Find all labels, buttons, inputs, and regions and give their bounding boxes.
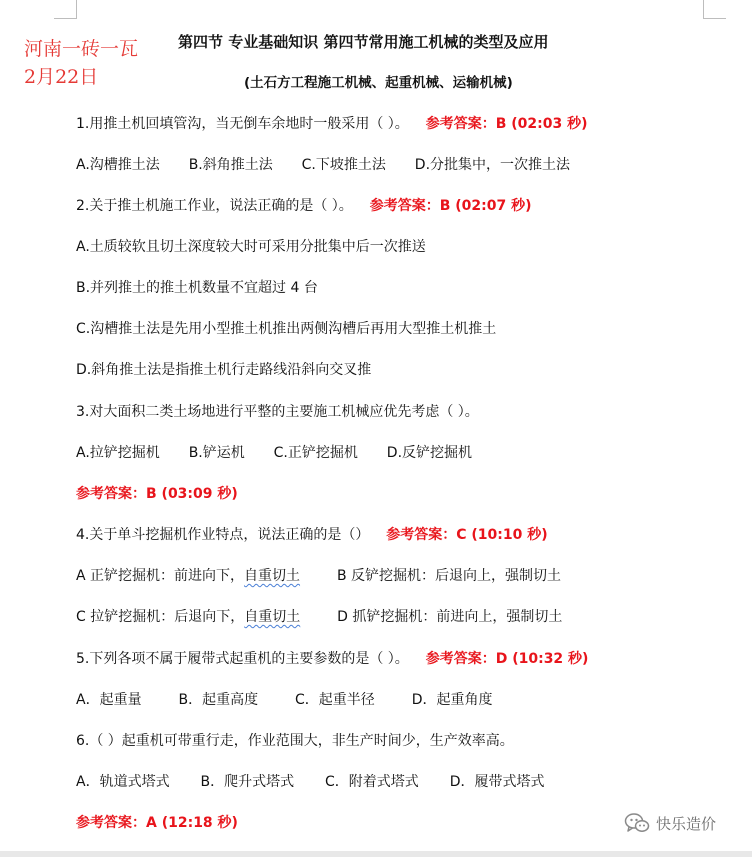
page-title: 第四节 专业基础知识 第四节常用施工机械的类型及应用 xyxy=(178,33,549,51)
question-3-answer: 参考答案：B (03:09 秒) xyxy=(76,486,238,502)
option: D.反铲挖掘机 xyxy=(386,445,473,461)
option: C 拉铲挖掘机：后退向下，自重切土 xyxy=(76,609,301,625)
question-4 xyxy=(76,525,548,545)
option: A．起重量 xyxy=(76,692,142,708)
option: B.斜角推土法 xyxy=(188,157,273,173)
question-2-option-c xyxy=(76,319,496,339)
option: A.沟槽推土法 xyxy=(76,157,160,173)
spellcheck-squiggle: 自重切土 xyxy=(244,568,301,584)
question-1-stem: 1.用推土机回填管沟，当无倒车余地时一般采用（ ）。 xyxy=(76,116,409,132)
question-6-answer: 参考答案：A (12:18 秒) xyxy=(76,815,238,831)
option: A.土质较软且切土深度较大时可采用分批集中后一次推送 xyxy=(76,239,426,255)
option: D.分批集中，一次推土法 xyxy=(414,157,571,173)
question-2-option-b xyxy=(76,278,318,298)
question-2-stem: 2.关于推土机施工作业，说法正确的是（ ）。 xyxy=(76,198,353,214)
option: B 反铲挖掘机：后退向上，强制切土 xyxy=(336,568,561,584)
question-2-option-a xyxy=(76,237,426,257)
question-6-stem: 6.（ ）起重机可带重行走，作业范围大，非生产时间少，生产效率高。 xyxy=(76,733,514,749)
page-subtitle: (土石方工程施工机械、起重机械、运输机械) xyxy=(244,75,513,91)
question-2-option-d xyxy=(76,360,371,380)
stamp-line-1: 河南一砖一瓦 xyxy=(24,38,139,60)
stamp-line-2: 2月22日 xyxy=(24,66,99,88)
crop-mark-left xyxy=(54,0,77,19)
watermark-text: 快乐造价 xyxy=(656,814,717,833)
option: C.正铲挖掘机 xyxy=(273,445,358,461)
option: A.拉铲挖掘机 xyxy=(76,445,160,461)
question-4-options-cd xyxy=(76,607,562,627)
option: D．履带式塔式 xyxy=(449,774,545,790)
option: B．爬升式塔式 xyxy=(200,774,295,790)
question-6 xyxy=(76,731,514,751)
wechat-icon xyxy=(624,812,650,834)
crop-mark-right xyxy=(703,0,726,19)
question-4-answer: 参考答案：C (10:10 秒) xyxy=(386,527,548,543)
question-5 xyxy=(76,649,588,669)
question-5-stem: 5.下列各项不属于履带式起重机的主要参数的是（ ）。 xyxy=(76,651,409,667)
option: D.斜角推土法是指推土机行走路线沿斜向交叉推 xyxy=(76,362,372,378)
option: C．附着式塔式 xyxy=(325,774,419,790)
bottom-bar xyxy=(0,851,752,857)
watermark xyxy=(624,809,716,837)
question-1 xyxy=(76,114,588,134)
option: D 抓铲挖掘机：前进向上，强制切土 xyxy=(337,609,563,625)
question-5-options xyxy=(76,690,492,710)
option: B.铲运机 xyxy=(188,445,245,461)
question-2 xyxy=(76,196,532,216)
question-2-answer: 参考答案：B (02:07 秒) xyxy=(369,198,532,214)
spellcheck-squiggle: 自重切土 xyxy=(244,609,301,625)
question-4-stem: 4.关于单斗挖掘机作业特点，说法正确的是（） xyxy=(76,527,370,543)
option: C．起重半径 xyxy=(295,692,375,708)
question-5-answer: 参考答案：D (10:32 秒) xyxy=(425,651,589,667)
option: D．起重角度 xyxy=(411,692,493,708)
option: B．起重高度 xyxy=(178,692,259,708)
option: A．轨道式塔式 xyxy=(76,774,170,790)
question-3 xyxy=(76,402,479,422)
question-3-options xyxy=(76,443,472,463)
option: C.下坡推土法 xyxy=(301,157,386,173)
option: A 正铲挖掘机：前进向下，自重切土 xyxy=(76,568,301,584)
option: B.并列推土的推土机数量不宜超过 4 台 xyxy=(76,280,318,296)
question-1-options xyxy=(76,155,570,175)
question-1-answer: 参考答案：B (02:03 秒) xyxy=(425,116,588,132)
question-4-options-ab xyxy=(76,566,561,586)
question-3-stem: 3.对大面积二类土场地进行平整的主要施工机械应优先考虑（ ）。 xyxy=(76,404,479,420)
question-6-options xyxy=(76,772,544,792)
option: C.沟槽推土法是先用小型推土机推出两侧沟槽后再用大型推土机推土 xyxy=(76,321,497,337)
